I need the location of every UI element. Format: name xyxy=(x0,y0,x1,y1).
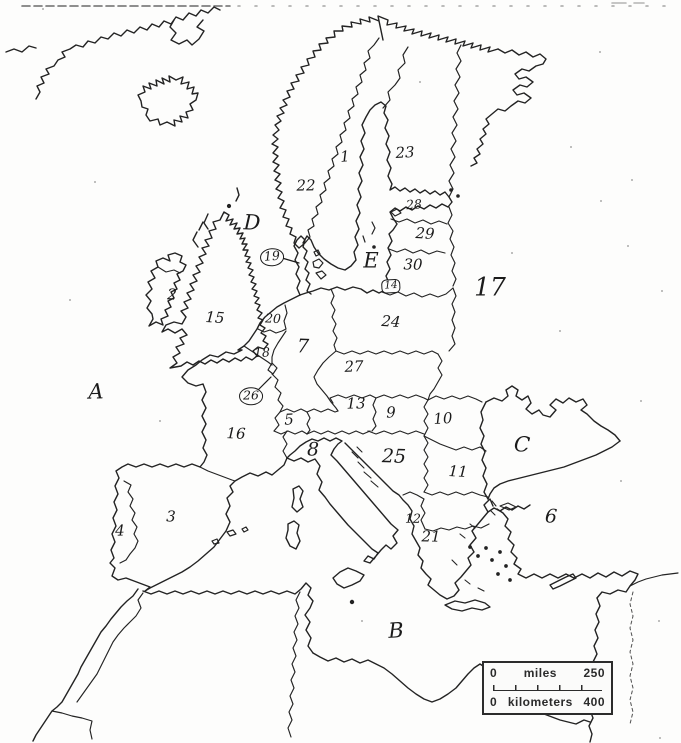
map-label-7: 7 xyxy=(296,335,310,358)
map-label-12: 12 xyxy=(404,510,422,526)
algeria-tunisia-coast xyxy=(143,583,313,653)
denmark-islands xyxy=(313,250,326,279)
hungary-yugoslavia-border xyxy=(368,431,424,434)
norway-sweden-border xyxy=(299,38,379,248)
aegean-islands xyxy=(452,524,511,591)
germany-czech-border xyxy=(314,351,338,411)
turkey-west-south-coast xyxy=(497,505,638,598)
map-label-3: 3 xyxy=(166,507,176,526)
black-sea-south-coast xyxy=(488,441,620,499)
map-label-19: 19 xyxy=(259,247,284,266)
russia-baltics-border xyxy=(448,207,456,286)
austria-hungary-border xyxy=(372,398,376,431)
map-label-14: 14 xyxy=(381,279,401,293)
netherlands-germany-border xyxy=(284,305,287,329)
greenland-fjord xyxy=(170,20,204,45)
map-label-A: A xyxy=(88,379,104,404)
greenland-coast xyxy=(36,7,220,99)
thrace-coast xyxy=(488,505,530,512)
map-label-E: E xyxy=(363,248,379,273)
map-label-16: 16 xyxy=(226,424,246,443)
map-label-9: 9 xyxy=(385,403,397,422)
scan-artifact-line xyxy=(22,3,676,6)
map-label-5: 5 xyxy=(283,410,295,429)
france-spain-border xyxy=(200,467,235,481)
scale-km-end: 400 xyxy=(583,695,605,709)
france-italy-border xyxy=(283,431,287,458)
tunisia-libya-border xyxy=(288,592,300,737)
map-label-25: 25 xyxy=(381,445,407,468)
west-europe-coast xyxy=(110,295,300,591)
romania-north-border xyxy=(428,396,482,402)
latvia-lithuania-border xyxy=(389,249,445,254)
map-label-B: B xyxy=(387,618,405,643)
map-label-10: 10 xyxy=(432,408,454,429)
france-switzerland-border xyxy=(274,412,280,431)
map-label-D: D xyxy=(243,210,261,235)
scale-miles-label: miles xyxy=(523,666,557,680)
leader-line xyxy=(282,258,299,263)
scale-miles-start: 0 xyxy=(490,666,498,680)
romania-bulgaria-border xyxy=(424,436,486,451)
map-label-23: 23 xyxy=(394,143,415,162)
greenland-south-tip xyxy=(6,46,36,52)
malta xyxy=(351,601,354,604)
slovakia-hungary-border xyxy=(376,395,428,400)
leader-line xyxy=(259,377,271,389)
map-label-18: 18 xyxy=(253,344,271,361)
romania-west-border xyxy=(424,400,428,436)
norway-coast xyxy=(272,16,498,248)
morocco-algeria-border xyxy=(77,593,143,702)
ireland-coast xyxy=(146,253,186,326)
sicily-coast xyxy=(333,568,364,588)
czech-poland-border xyxy=(336,351,438,354)
switzerland-italy-border xyxy=(274,431,307,434)
map-label-1: 1 xyxy=(339,147,351,166)
belgium-germany-border xyxy=(272,331,286,363)
northern-ireland-border xyxy=(158,267,180,273)
scale-ruler xyxy=(493,685,602,691)
morocco-atlantic-coast xyxy=(33,589,138,741)
great-britain-coast xyxy=(162,212,271,368)
map-label-15: 15 xyxy=(204,307,226,328)
scottish-isles xyxy=(193,188,239,247)
corsica-coast xyxy=(292,486,303,512)
map-label-13: 13 xyxy=(346,394,366,413)
sardinia-coast xyxy=(286,521,300,549)
switzerland-austria-border xyxy=(307,412,310,434)
scale-miles-end: 250 xyxy=(583,666,605,680)
finland-norway-border xyxy=(383,47,408,108)
map-label-6: 6 xyxy=(544,505,558,528)
bulgaria-greece-border xyxy=(424,492,488,497)
finland-russia-border xyxy=(449,45,461,197)
scale-miles-row xyxy=(490,666,605,680)
slovakia-east-border xyxy=(428,354,442,400)
scale-km-label: kilometers xyxy=(507,695,573,709)
crete-coast xyxy=(445,600,490,611)
map-label-8: 8 xyxy=(306,438,320,461)
map-label-11: 11 xyxy=(448,462,469,481)
kola-whitesea-coast xyxy=(471,49,546,166)
iceland-coast xyxy=(138,76,198,126)
scale-km-row xyxy=(490,695,605,709)
map-label-4: 4 xyxy=(115,521,125,540)
scale-bar xyxy=(482,661,613,715)
bulgaria-yugoslavia-border xyxy=(424,436,428,492)
map-label-27: 27 xyxy=(344,357,364,376)
map-label-22: 22 xyxy=(296,176,316,195)
map-label-26: 26 xyxy=(239,387,263,405)
map-label-2: 2 xyxy=(166,285,178,304)
germany-austria-border xyxy=(307,409,338,412)
scale-km-start: 0 xyxy=(490,695,498,709)
map-label-24: 24 xyxy=(380,311,402,332)
jordan-border xyxy=(630,592,633,724)
map-label-30: 30 xyxy=(403,255,423,274)
black-sea-north-coast xyxy=(486,386,620,441)
black-sea-west-coast xyxy=(480,402,488,499)
west-sahara-border xyxy=(52,711,92,739)
map-label-17: 17 xyxy=(474,272,506,302)
map-label-28: 28 xyxy=(405,196,423,213)
france-germany-border xyxy=(272,374,283,412)
poland-russia-border xyxy=(449,288,456,351)
map-label-21: 21 xyxy=(421,527,441,546)
map-label-C: C xyxy=(513,431,531,458)
austria-italy-slovenia-border xyxy=(307,431,370,434)
map-label-20: 20 xyxy=(264,310,282,327)
germany-poland-border xyxy=(331,289,337,351)
map-label-29: 29 xyxy=(415,224,436,243)
luxembourg-border xyxy=(268,363,277,374)
